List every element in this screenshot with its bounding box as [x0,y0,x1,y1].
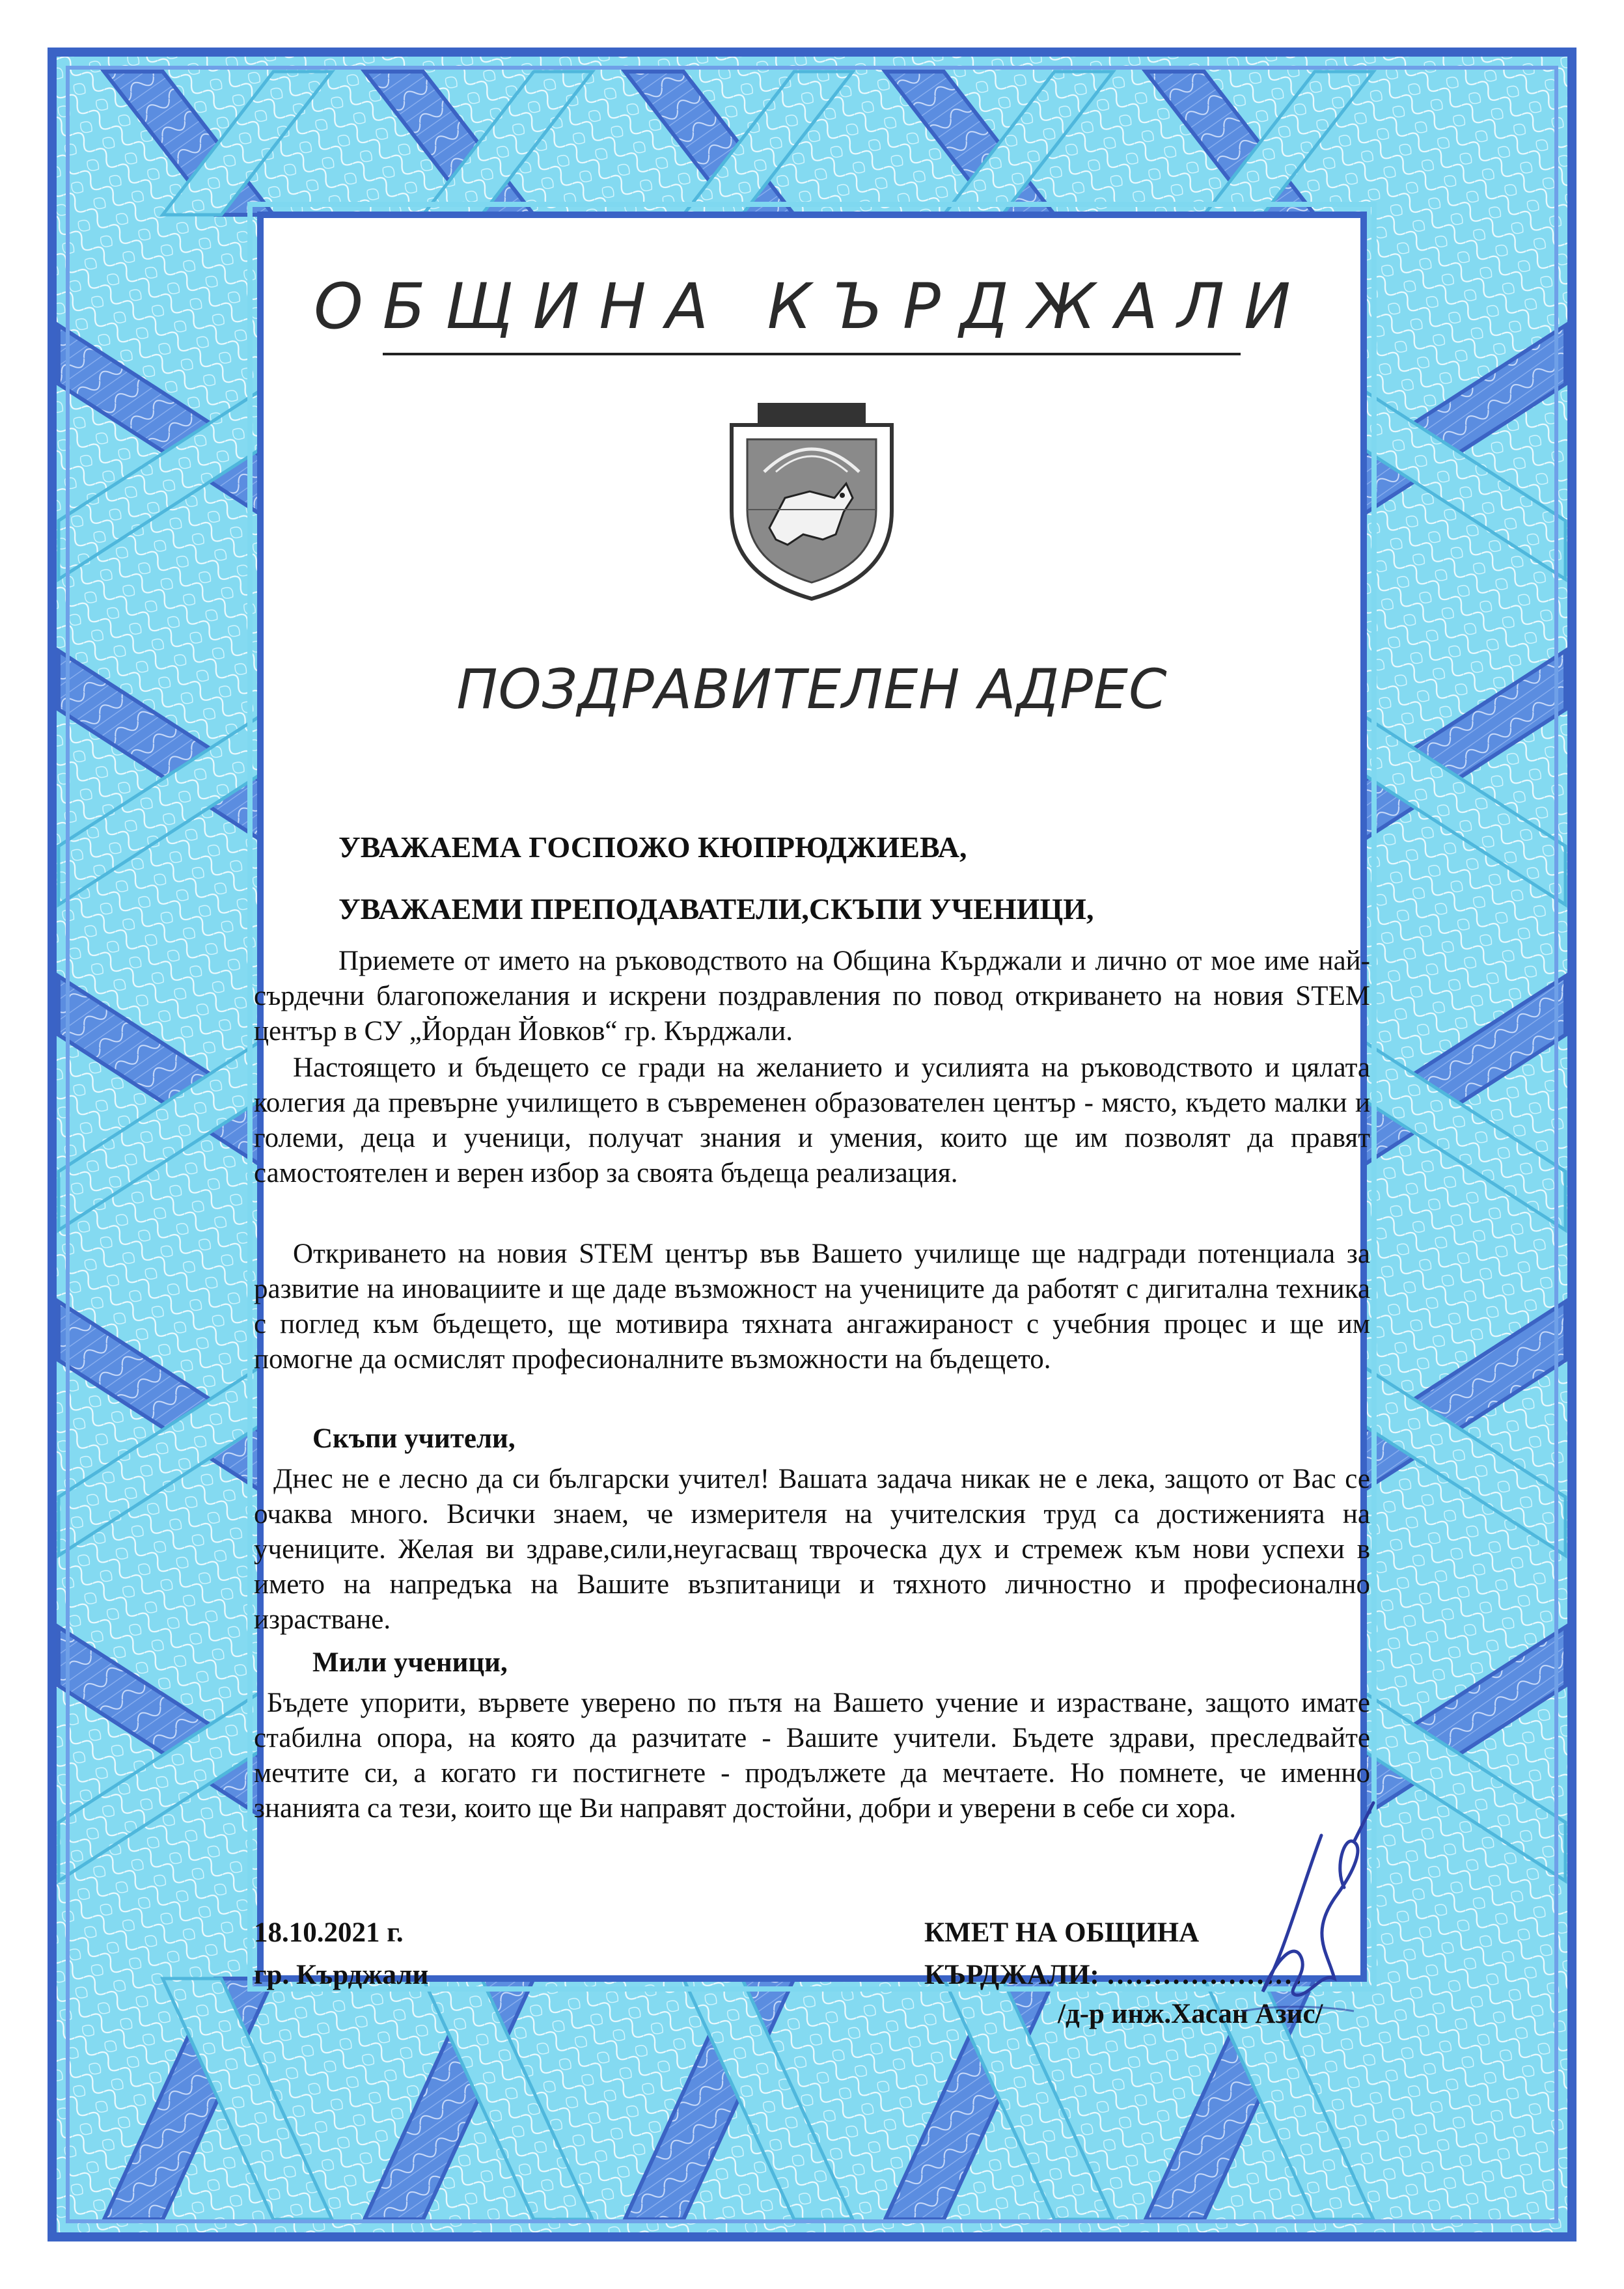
certificate-content [254,234,1370,2029]
mayor-title-line2: КЪРДЖАЛИ: ………………… [924,1960,1302,1990]
paragraph-present-future: Настоящето и бъдещето се гради на желанието и усилията на ръководството и цялата колегия да превърне училището в съвременен образователен център - място, където малки и големи, деца и ученици, получат знания и умения, които ще им позволят да правят самостоятелен и верен избор за своята бъдеща реализация. [254,1052,1370,1188]
handwritten-signature [1224,1796,1393,2050]
greeting-teachers-students: УВАЖАЕМИ ПРЕПОДАВАТЕЛИ,СКЪПИ УЧЕНИЦИ, [338,892,1094,925]
kardzhali-coat-of-arms [725,400,898,602]
mayor-name: /д-р инж.Хасан Азис/ [1058,1999,1323,2029]
paragraph-congratulations: Приемете от името на ръководството на Община Кърджали и лично от мое име най-сърдечни благопожелания и искрени поздравления по повод откриването на новия STEM център в СУ „Йордан Йовков“ гр. Кърджали. [254,946,1370,1047]
salutation-students: Мили ученици, [312,1647,508,1678]
salutation-teachers: Скъпи учители, [312,1423,516,1454]
mayor-title-line1: КМЕТ НА ОБЩИНА [924,1917,1200,1948]
paragraph-teachers: Днес не е лесно да си български учител! Вашата задача никак не е лека, защото от Вас се очаква много. Всички знаем, че измерителя на учителския труд са достиженията на учениците. Желая ви здраве,сили,неугасващ твроческа дух и стремеж към нови успехи в името на напредъка на Вашите възпитаници и тяхното личностно и професионално израстване. [254,1464,1370,1635]
municipality-title: ОБЩИНА КЪРДЖАЛИ [314,270,1310,343]
greeting-principal: УВАЖАЕМА ГОСПОЖО КЮПРЮДЖИЕВА, [338,830,967,864]
document-place: гр. Кърджали [254,1960,429,1990]
paragraph-students: Бъдете упорити, вървете уверено по пътя на Вашето учение и израстване, защото имате стабилна опора, на която да разчитате - Вашите учители. Бъдете здрави, преследвайте мечтите си, а когато ги постигнете - продължете да мечтаете. Но помнете, че именно знанията са тези, които ще Ви направят достойни, добри и уверени в себе си хора. [254,1688,1370,1824]
paragraph-stem-center: Откриването на новия STEM център във Вашето училище ще надгради потенциала за развитие на иновациите и ще даде възможност на учениците да работят с дигитална техника с поглед към бъдещето, ще мотивира тяхната ангажираност с учебния процес и ще им помогне да осмислят професионалните възможности на бъдещето. [254,1239,1370,1375]
document-title: ПОЗДРАВИТЕЛЕН АДРЕС [456,657,1168,721]
title-underline [383,353,1241,355]
document-date: 18.10.2021 г. [254,1917,404,1948]
